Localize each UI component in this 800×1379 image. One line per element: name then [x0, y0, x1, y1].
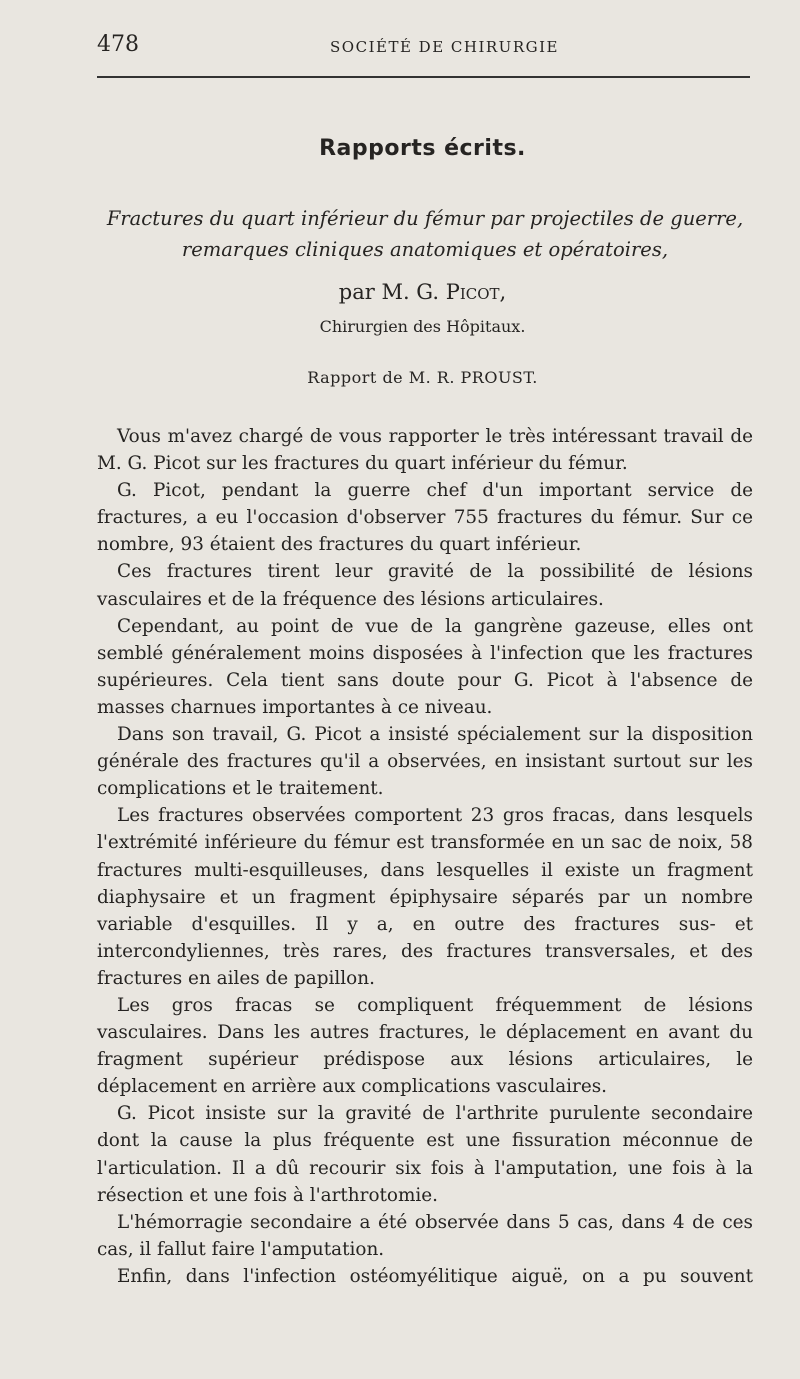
header-rule: [97, 76, 750, 78]
section-title: Rapports écrits.: [319, 136, 526, 161]
author-prefix: par M. G.: [338, 280, 440, 304]
body-text: [97, 423, 753, 1290]
paragraph: Ces fractures tirent leur gravité de la possibilité de lésions vasculaires et de la fréquence des lésions articulaires.: [97, 561, 753, 610]
author-role: Chirurgien des Hôpitaux.: [319, 317, 526, 336]
paragraph: Les fractures observées comportent 23 gros fracas, dans lesquels l'extrémité inférieure du fémur est transformée en un sac de noix, 58 fractures multi-esquilleuses, dans lesquelles il existe un fragment diaphysaire et un fragment épiphysaire séparés par un nombre variable d'esquilles. Il y a, en outre des fractures sus- et intercondyliennes, très rares, des fractures transversales, et des fractures en ailes de papillon.: [97, 805, 753, 989]
report-byline: Rapport de M. R. PROUST.: [307, 368, 538, 387]
article-title: Fractures du quart inférieur du fémur par projectiles de guerre, remarques cliniques anatomiques et opératoires,: [106, 207, 744, 261]
paragraph: Vous m'avez chargé de vous rapporter le très intéressant travail de M. G. Picot sur les fractures du quart inférieur du fémur.: [97, 426, 753, 475]
author-line: [0, 280, 800, 304]
paragraph: Les gros fracas se compliquent fréquemment de lésions vasculaires. Dans les autres fractures, le déplacement en avant du fragment supérieur prédispose aux lésions articulaires, le déplacement en arrière aux complications vasculaires.: [97, 994, 753, 1098]
paragraph: Dans son travail, G. Picot a insisté spécialement sur la disposition générale des fractures qu'il a observées, en insistant surtout sur les complications et le traitement.: [97, 724, 753, 800]
paragraph: G. Picot, pendant la guerre chef d'un important service de fractures, a eu l'occasion d'observer 755 fractures du fémur. Sur ce nombre, 93 étaient des fractures du quart inférieur.: [97, 480, 753, 556]
paragraph-continued: Enfin, dans l'infection ostéomyélitique aiguë, on a pu souvent: [117, 1265, 753, 1287]
paragraph: Cependant, au point de vue de la gangrène gazeuse, elles ont semblé généralement moins disposées à l'infection que les fractures supérieures. Cela tient sans doute pour G. Picot à l'absence de masses charnues importantes à ce niveau.: [97, 615, 753, 718]
journal-title: SOCIÉTÉ DE CHIRURGIE: [330, 38, 559, 56]
page-number: 478: [97, 32, 139, 57]
paragraph: L'hémorragie secondaire a été observée dans 5 cas, dans 4 de ces cas, il fallut faire l'amputation.: [97, 1211, 753, 1260]
paragraph: G. Picot insiste sur la gravité de l'arthrite purulente secondaire dont la cause la plus fréquente est une fissuration méconnue de l'articulation. Il a dû recourir six fois à l'amputation, une fois à la résection et une fois à l'arthrotomie.: [97, 1103, 753, 1206]
author-name: Picot,: [445, 280, 507, 304]
running-head: [97, 32, 752, 62]
